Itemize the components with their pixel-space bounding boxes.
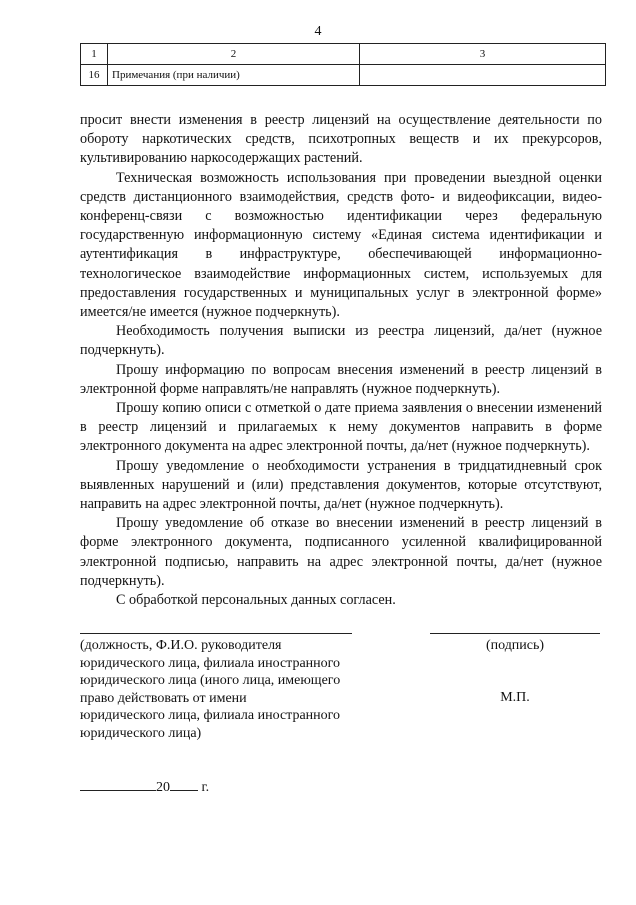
date-field	[80, 776, 209, 796]
position-name-line	[80, 633, 352, 634]
row-number-cell: 16	[81, 65, 108, 86]
paragraph-refusal-notice: Прошу уведомление об отказе во внесении изменений в реестр лицензий в форме электронного документа, подписанного усиленной квалифицированной электронной подписью, направить на адрес электронной почты, да/нет (нужное подчеркнуть).	[80, 515, 602, 589]
year-blank	[170, 776, 198, 791]
table-header-cell: 2	[108, 44, 360, 65]
year-prefix: 20	[156, 780, 170, 795]
paragraph-inventory-copy: Прошу копию описи с отметкой о дате приема заявления о внесении изменений в реестр лицензий и прилагаемых к нему документов направить в форме электронного документа на адрес электронной почты, да/нет (нужное подчеркнуть).	[80, 400, 602, 455]
table-header-row	[81, 44, 606, 65]
signature-line	[430, 633, 600, 634]
paragraph-request: просит внести изменения в реестр лицензий на осуществление деятельности по обороту наркотических средств, психотропных веществ и их прекурсоров, культивированию наркосодержащих растений.	[80, 112, 602, 167]
page-number: 4	[314, 24, 322, 39]
signature-caption: (подпись)	[485, 638, 545, 653]
position-caption-line: (должность, Ф.И.О. руководителя	[80, 638, 282, 653]
paragraph-registry-extract: Необходимость получения выписки из реестра лицензий, да/нет (нужное подчеркнуть).	[80, 323, 602, 359]
row-value-cell	[360, 65, 606, 86]
position-caption-line: юридического лица, филиала иностранного	[80, 708, 341, 723]
row-label-cell: Примечания (при наличии)	[108, 65, 360, 86]
position-caption-line: юридического лица (иного лица, имеющего	[80, 673, 341, 688]
paragraph-remote-assessment: Техническая возможность использования при проведении выездной оценки средств дистанционного взаимодействия, средств фото- и видеофиксации, видео-конференц-связи с возможностью идентификации через федеральную государственную информационную систему «Единая система идентификации и аутентификация в инфраструктуре, обеспечивающей информационно-технологическое взаимодействие информационных систем, используемых для предоставления государственных и муниципальных услуг в электронной форме» имеется/не имеется (нужное подчеркнуть).	[80, 169, 602, 321]
stamp-caption: М.П.	[500, 690, 530, 705]
paragraph-personal-data-consent: С обработкой персональных данных согласен.	[116, 592, 396, 609]
application-body	[80, 111, 602, 610]
position-caption-line: право действовать от имени	[80, 690, 247, 706]
date-day-month-blank	[80, 776, 156, 791]
position-caption-line: юридического лица, филиала иностранного	[80, 655, 341, 671]
table-row	[81, 65, 606, 86]
form-table	[80, 43, 606, 86]
paragraph-electronic-info: Прошу информацию по вопросам внесения изменений в реестр лицензий в электронной форме направлять/не направлять (нужное подчеркнуть).	[80, 361, 602, 397]
position-caption	[80, 637, 380, 742]
paragraph-violation-notice: Прошу уведомление о необходимости устранения в тридцатидневный срок выявленных нарушений и (или) представления документов, которые отсутствуют, направить на адрес электронной почты, да/нет (нужное подчеркнуть).	[80, 457, 602, 513]
table-header-cell: 1	[81, 44, 108, 65]
position-caption-line: юридического лица)	[80, 725, 202, 741]
table-header-cell: 3	[360, 44, 606, 65]
year-suffix: г.	[201, 780, 210, 795]
